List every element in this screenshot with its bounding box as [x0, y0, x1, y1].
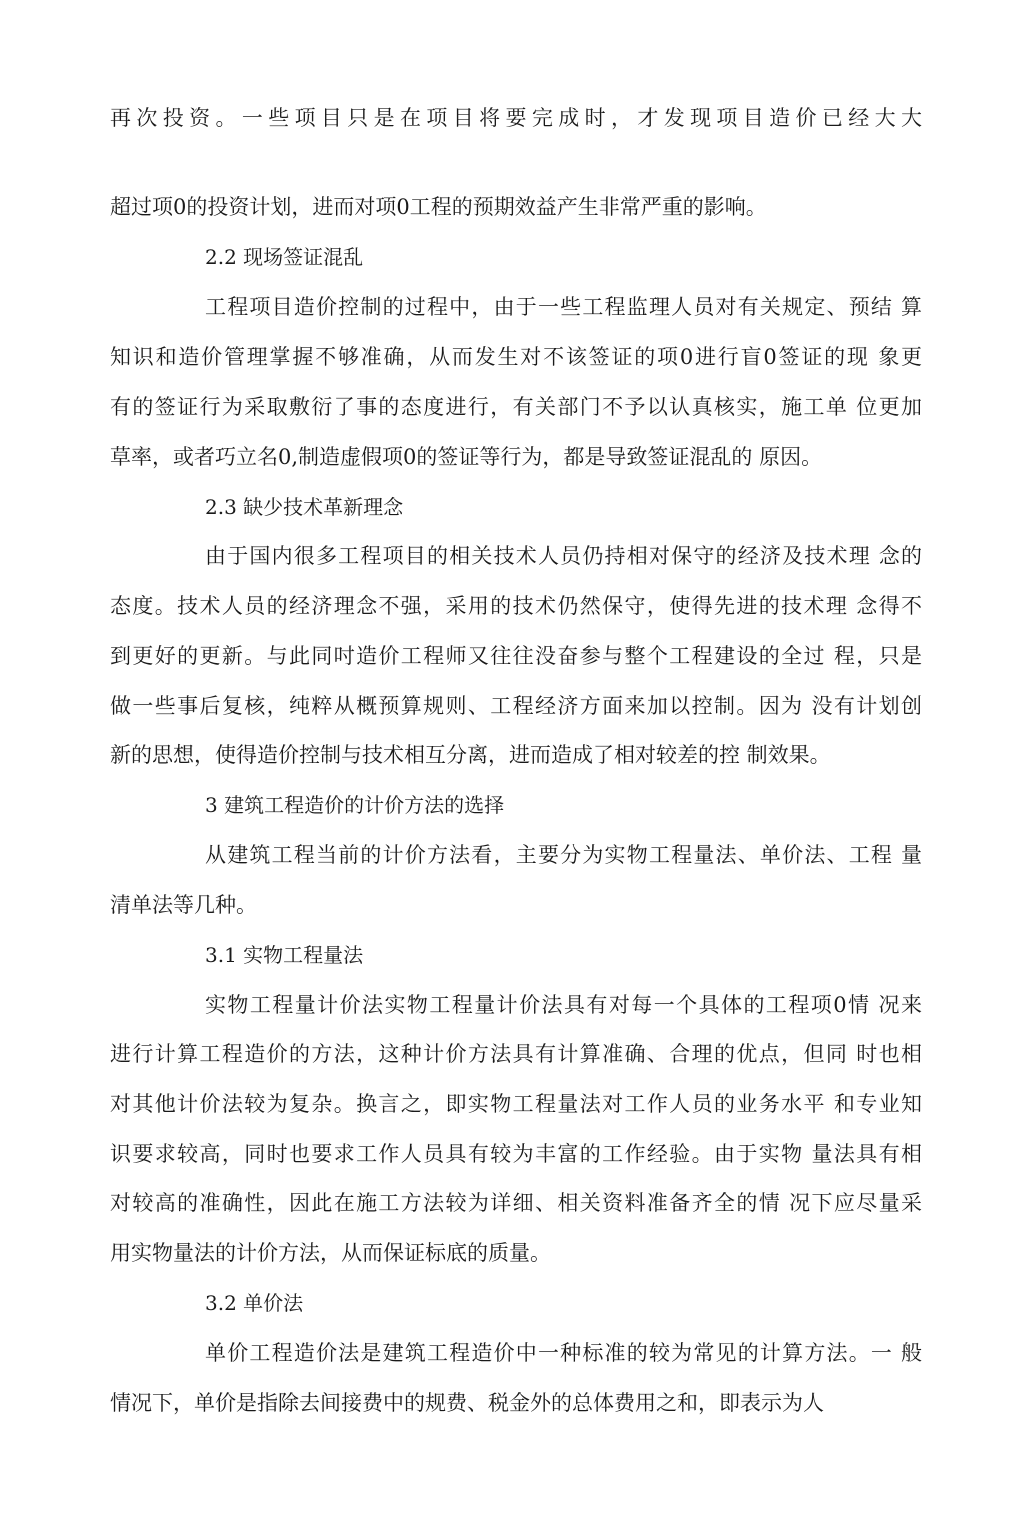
paragraph-line: 到更好的更新。与此同吋造价工程师又往往没奋参与整个工程建设的全过 程，只是 — [110, 644, 922, 668]
paragraph-line: 用实物量法的计价方法，从而保证标底的质量。 — [110, 1241, 551, 1265]
paragraph-line: 对较高的准确性，因此在施工方法较为详细、相关资料准备齐全的情 况下应尽量采 — [110, 1191, 922, 1215]
paragraph-line: 进行计算工程造价的方法，这种计价方法具有计算准确、合理的优点，但同 时也相 — [110, 1042, 922, 1066]
paragraph-line: 从建筑工程当前的计价方法看，主要分为实物工程量法、单价法、工程 量 — [205, 843, 922, 867]
paragraph-line: 再次投资。一些项目只是在项目将要完成时，才发现项目造价已经大大 — [110, 106, 922, 130]
paragraph-line: 有的签证行为采取敷衍了事的态度进行，有关部门不予以认真核实，施工单 位更加 — [110, 395, 922, 419]
paragraph-line: 新的思想，使得造价控制与技术相互分离，进而造成了相对较差的控 制效果。 — [110, 743, 831, 767]
paragraph-line: 识要求较高，同时也要求工作人员具有较为丰富的工作经验。由于实物 量法具有相 — [110, 1142, 922, 1166]
section-heading: 2.2 现场签证混乱 — [205, 245, 364, 269]
paragraph-line: 清单法等几种。 — [110, 893, 257, 917]
paragraph-line: 由于国内很多工程项目的相关技术人员仍持相对保守的经济及技术理 念的 — [205, 544, 922, 568]
paragraph-line: 对其他计价法较为复杂。换言之，即实物工程量法对工作人员的业务水平 和专业知 — [110, 1092, 922, 1116]
paragraph-line: 超过项0的投资计划，进而对项0工程的预期效益产生非常严重的影响。 — [110, 195, 767, 219]
paragraph-line: 实物工程量计价法实物工程量计价法具有对每一个具体的工程项0情 况来 — [205, 993, 922, 1017]
paragraph-line: 态度。技术人员的经济理念不强，采用的技术仍然保守，使得先进的技术理 念得不 — [110, 594, 922, 618]
section-heading: 3 建筑工程造价的计价方法的选择 — [205, 793, 505, 817]
paragraph-line: 知识和造价管理掌握不够准确，从而发生对不该签证的项0进行盲0签证的现 象更 — [110, 345, 922, 369]
paragraph-line: 情况下，单价是指除去间接费中的规费、税金外的总体费用之和，即表示为人 — [110, 1391, 824, 1415]
section-heading: 3.1 实物工程量法 — [205, 943, 364, 967]
section-heading: 3.2 单价法 — [205, 1291, 304, 1315]
paragraph-line: 工程项目造价控制的过程中，由于一些工程监理人员对有关规定、预结 算 — [205, 295, 922, 319]
section-heading: 2.3 缺少技术革新理念 — [205, 495, 404, 519]
paragraph-line: 单价工程造价法是建筑工程造价中一种标准的较为常见的计算方法。一 般 — [205, 1341, 922, 1365]
paragraph-line: 草率，或者巧立名0,制造虚假项0的签证等行为，都是导致签证混乱的 原因。 — [110, 445, 823, 469]
paragraph-line: 做一些事后复核，纯粹从概预算规则、工程经济方面来加以控制。因为 没有计划创 — [110, 694, 922, 718]
